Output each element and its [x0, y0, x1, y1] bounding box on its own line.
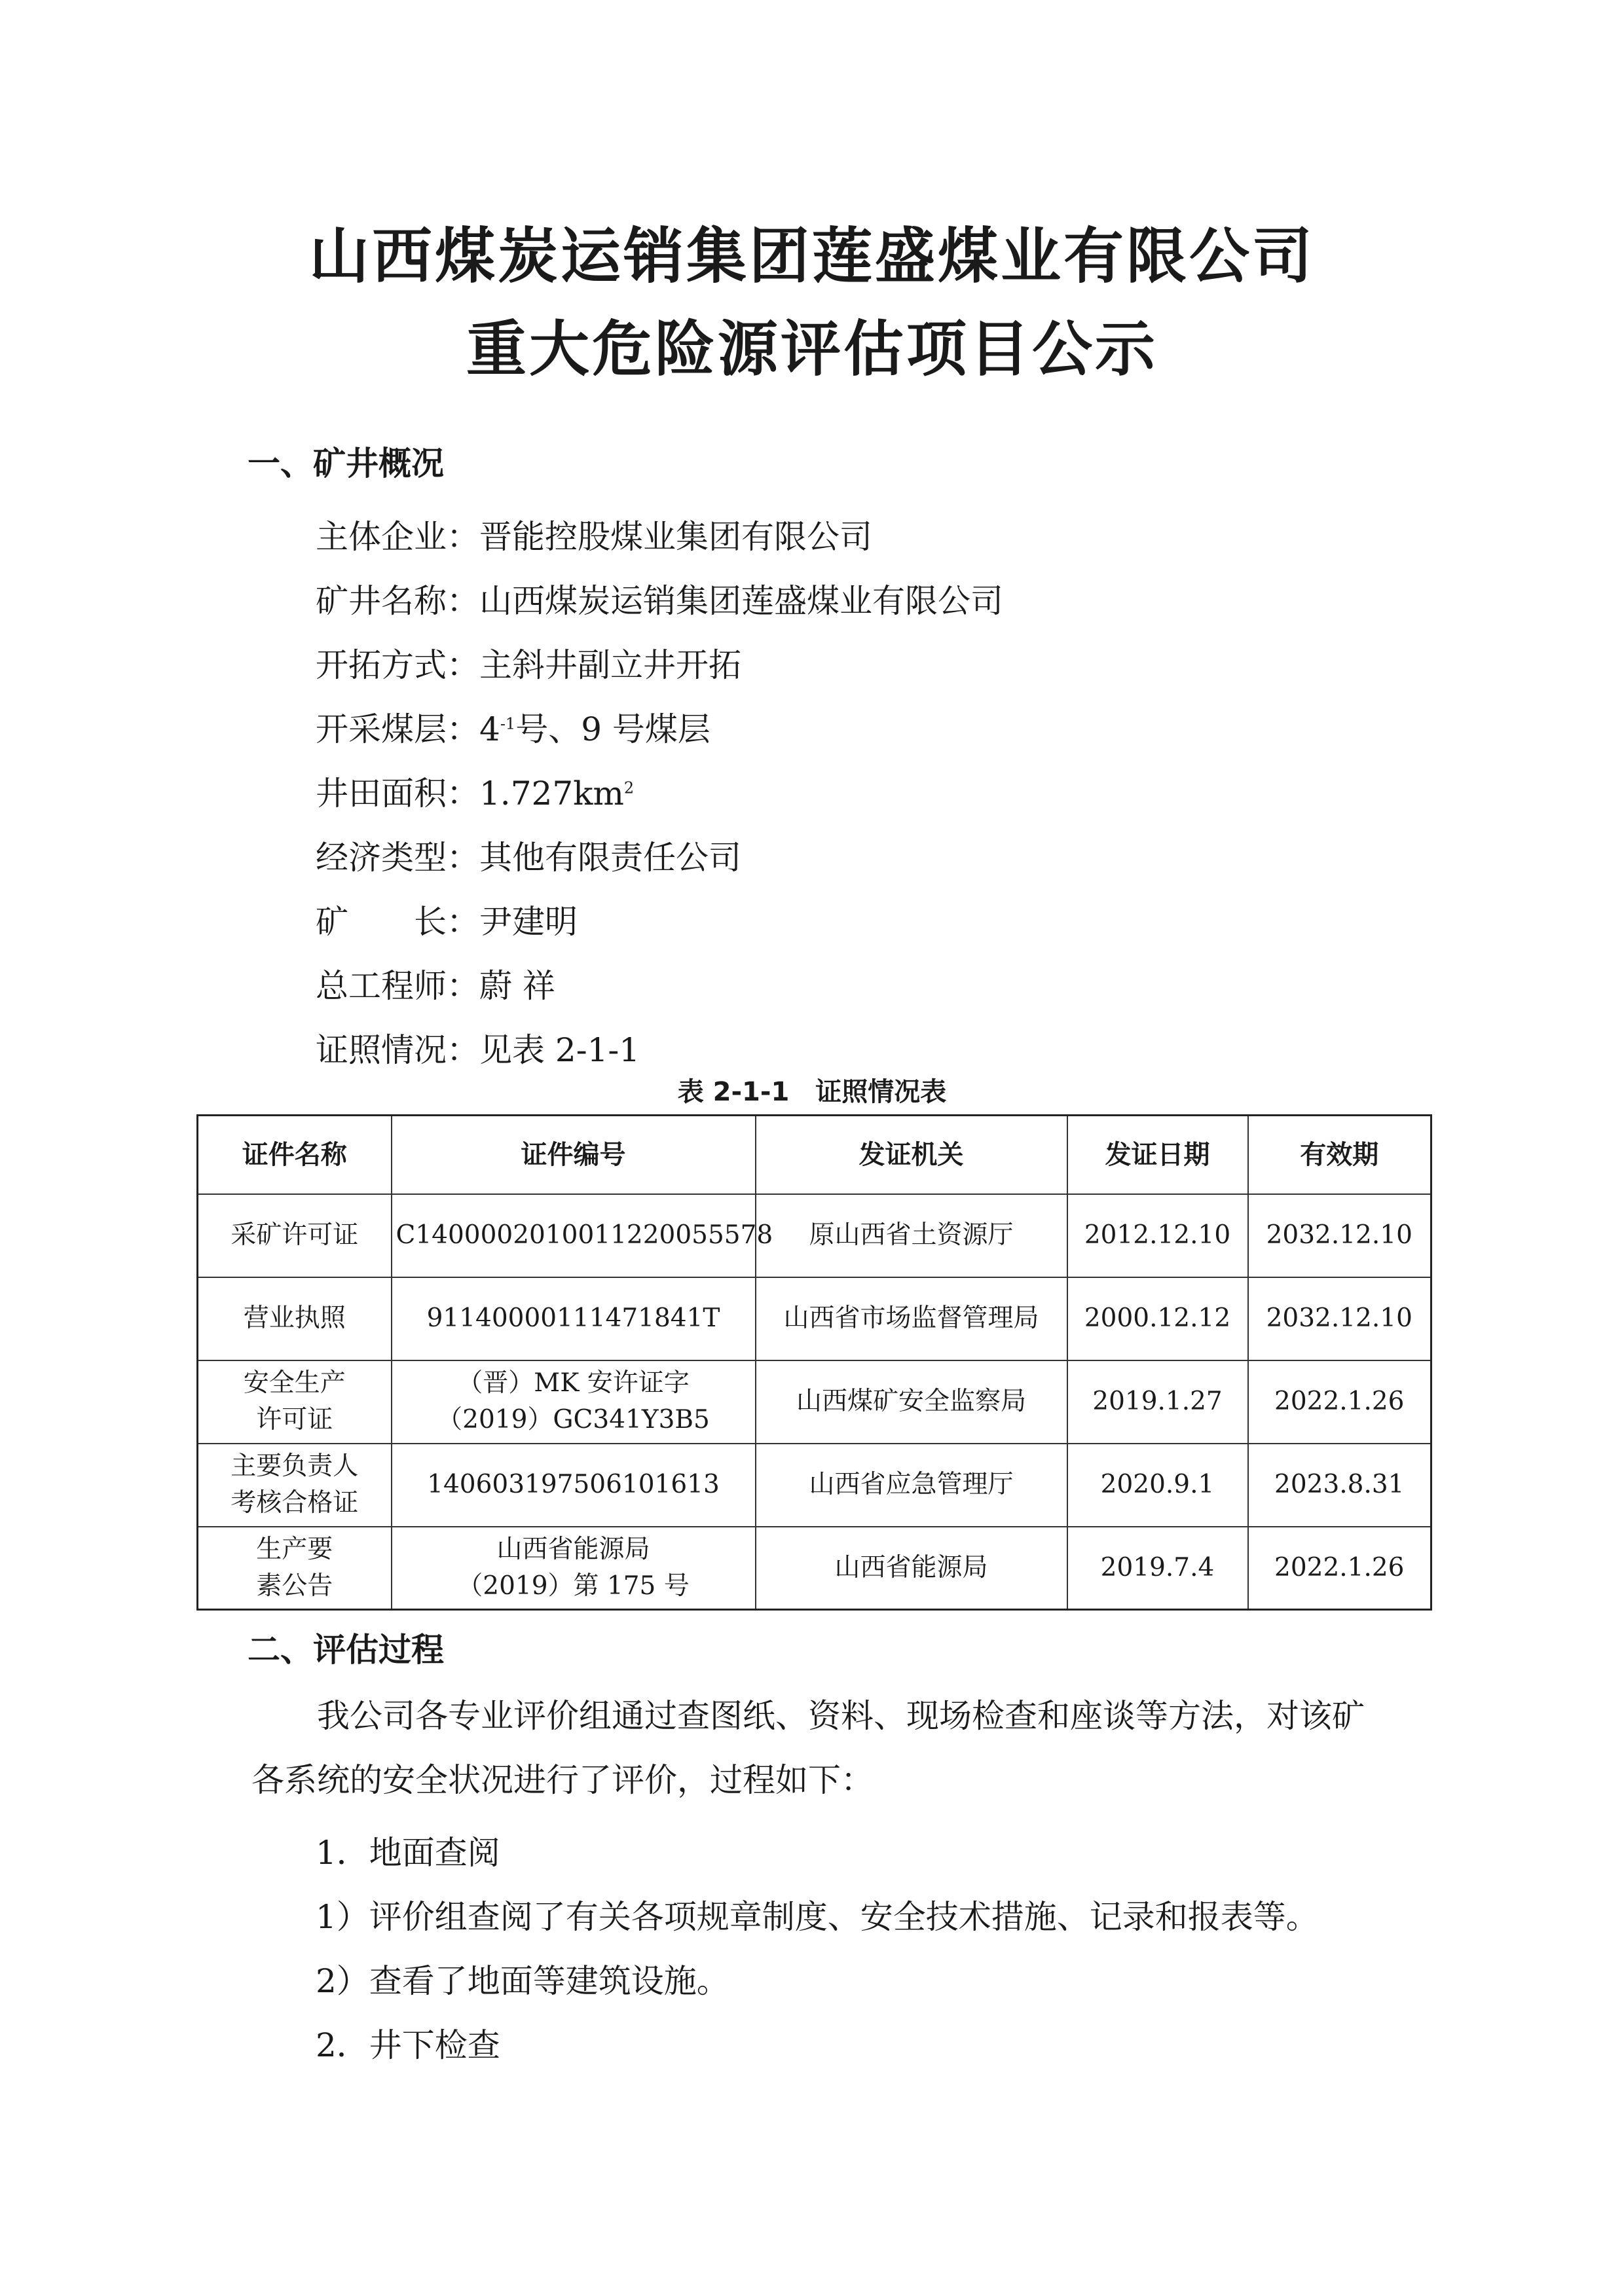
cell-text: C1400002010011220055578	[396, 1220, 773, 1250]
cell-authority: 山西煤矿安全监察局	[756, 1360, 1067, 1444]
cell-text: （2019）第 175 号	[457, 1571, 690, 1601]
cell-text: 140603197506101613	[427, 1470, 720, 1499]
info-line-area	[316, 767, 634, 814]
cell-text: （2019）GC341Y3B5	[437, 1405, 710, 1434]
cell-license-name	[198, 1444, 392, 1527]
info-line-economy	[316, 831, 741, 879]
info-value: 蔚 祥	[479, 967, 555, 1005]
cell-authority: 山西省能源局	[756, 1527, 1067, 1610]
cell-valid-until: 2023.8.31	[1248, 1444, 1431, 1527]
cell-valid-until: 2022.1.26	[1248, 1527, 1431, 1610]
document-title-line1: 山西煤炭运销集团莲盛煤业有限公司	[308, 221, 1315, 291]
cell-license-name	[198, 1527, 392, 1610]
info-label: 经济类型：	[316, 839, 479, 877]
cell-license-name	[198, 1194, 392, 1277]
process-line: 2）查看了地面等建筑设施。	[316, 1962, 729, 2000]
table-header-row	[198, 1116, 1431, 1194]
info-label: 主体企业：	[316, 518, 479, 556]
cell-text: 许可证	[256, 1405, 333, 1434]
cell-authority: 山西省市场监督管理局	[756, 1277, 1067, 1360]
process-line: 1．地面查阅	[316, 1834, 500, 1872]
license-table	[196, 1114, 1432, 1611]
column-header: 发证机关	[756, 1116, 1067, 1194]
cell-license-name	[198, 1360, 392, 1444]
cell-authority: 山西省应急管理厅	[756, 1444, 1067, 1527]
cell-issue-date: 2020.9.1	[1067, 1444, 1248, 1527]
process-line: 2．井下检查	[316, 2026, 500, 2064]
info-label: 矿井名称：	[316, 582, 479, 620]
table-row	[198, 1360, 1431, 1444]
info-line-seams	[316, 703, 710, 750]
cell-license-number	[392, 1277, 756, 1360]
cell-issue-date: 2019.7.4	[1067, 1527, 1248, 1610]
section1-heading: 一、矿井概况	[248, 445, 444, 483]
info-value: 其他有限责任公司	[479, 839, 741, 877]
cell-text: 91140000111471841T	[426, 1303, 720, 1333]
section2-intro-paragraph: 我公司各专业评价组通过查图纸、资料、现场检查和座谈等方法，对该矿各系统的安全状况进行了评价，过程如下：	[251, 1697, 1365, 1799]
cell-text: 采矿许可证	[231, 1220, 359, 1250]
document-title-line2: 重大危险源评估项目公示	[466, 314, 1158, 384]
cell-text: （晋）MK 安许证字	[457, 1368, 690, 1398]
column-header: 证件编号	[392, 1116, 756, 1194]
info-label: 证照情况：	[316, 1031, 479, 1069]
cell-license-number	[392, 1360, 756, 1444]
info-value: 尹建明	[479, 903, 578, 941]
info-line-manager	[316, 896, 578, 943]
info-line-mine-name	[316, 575, 1003, 622]
cell-text: 主要负责人	[231, 1451, 359, 1481]
info-line-chief-engineer	[316, 960, 555, 1007]
cell-issue-date: 2000.12.12	[1067, 1277, 1248, 1360]
cell-text: 考核合格证	[231, 1488, 359, 1518]
column-header: 证件名称	[198, 1116, 392, 1194]
cell-license-number	[392, 1527, 756, 1610]
table-row	[198, 1527, 1431, 1610]
cell-authority: 原山西省土资源厅	[756, 1194, 1067, 1277]
info-value-suffix: 号、9 号煤层	[515, 710, 710, 748]
table-row	[198, 1194, 1431, 1277]
info-value: 见表 2-1-1	[479, 1031, 640, 1069]
cell-issue-date: 2019.1.27	[1067, 1360, 1248, 1444]
info-label: 井田面积：	[316, 774, 479, 812]
info-label: 开拓方式：	[316, 646, 479, 684]
table-row	[198, 1444, 1431, 1527]
info-line-entity	[316, 511, 872, 558]
process-line: 1）评价组查阅了有关各项规章制度、安全技术措施、记录和报表等。	[316, 1898, 1319, 1936]
cell-license-number	[392, 1194, 773, 1277]
cell-valid-until: 2022.1.26	[1248, 1360, 1431, 1444]
column-header: 发证日期	[1067, 1116, 1248, 1194]
cell-text: 安全生产	[243, 1368, 346, 1398]
cell-issue-date: 2012.12.10	[1067, 1194, 1248, 1277]
cell-valid-until: 2032.12.10	[1248, 1194, 1431, 1277]
section2-heading: 二、评估过程	[248, 1631, 444, 1669]
info-value: 1.727km	[479, 774, 624, 812]
info-value: 山西煤炭运销集团莲盛煤业有限公司	[479, 582, 1003, 620]
info-superscript: -1	[500, 714, 516, 733]
info-superscript: 2	[623, 778, 635, 797]
info-value: 4	[479, 710, 500, 748]
info-label: 开采煤层：	[316, 710, 479, 748]
info-line-licenses	[316, 1024, 640, 1071]
cell-text: 营业执照	[243, 1303, 346, 1333]
cell-valid-until: 2032.12.10	[1248, 1277, 1431, 1360]
cell-text: 生产要	[256, 1534, 333, 1564]
table-caption: 表 2-1-1 证照情况表	[677, 1077, 947, 1107]
info-label: 矿 长：	[316, 903, 479, 941]
column-header: 有效期	[1248, 1116, 1431, 1194]
cell-license-name	[198, 1277, 392, 1360]
cell-text: 山西省能源局	[496, 1534, 650, 1564]
cell-license-number	[392, 1444, 756, 1527]
info-label: 总工程师：	[316, 967, 479, 1005]
info-value: 主斜井副立井开拓	[479, 646, 741, 684]
cell-text: 素公告	[256, 1571, 333, 1601]
info-line-development	[316, 639, 741, 686]
table-row	[198, 1277, 1431, 1360]
info-value: 晋能控股煤业集团有限公司	[479, 518, 872, 556]
